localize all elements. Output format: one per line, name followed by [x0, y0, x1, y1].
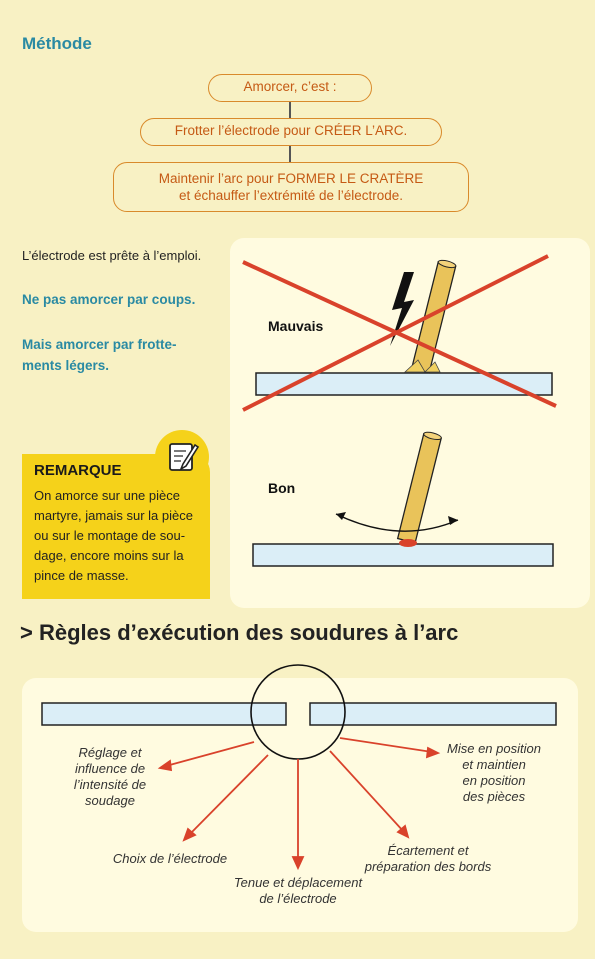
text-electrode-prete: L’électrode est prête à l’emploi.: [22, 248, 202, 263]
good-workpiece-plate: [253, 544, 553, 566]
label-reglage-line1: Réglage et: [78, 745, 142, 760]
label-bon: Bon: [268, 480, 296, 496]
remark-line-1: On amorce sur une pièce: [34, 488, 180, 503]
label-choix-electrode: Choix de l’électrode: [112, 851, 228, 866]
text-amorcer-frottements-line2: ments légers.: [22, 358, 110, 373]
remark-title: REMARQUE: [34, 462, 122, 479]
remark-text: [34, 486, 206, 586]
flow-box-amorcer-text: Amorcer, c’est :: [243, 79, 337, 94]
label-reglage-line3: l’intensité de: [73, 777, 147, 792]
label-tenue-line2: de l’électrode: [259, 891, 337, 906]
label-mise-line1: Mise en position: [447, 741, 541, 756]
good-electrode: [398, 431, 442, 543]
text-ne-pas-amorcer: Ne pas amorcer par coups.: [22, 292, 196, 307]
label-mise-line3: en position: [462, 773, 526, 788]
remark-line-5: pince de masse.: [34, 568, 129, 583]
label-mauvais: Mauvais: [268, 318, 324, 334]
label-reglage-line2: influence de: [74, 761, 146, 776]
remark-line-3: ou sur le montage de sou-: [34, 528, 186, 543]
right-plate: [310, 703, 556, 725]
motion-arrow: [336, 514, 458, 531]
left-plate: [42, 703, 286, 725]
flow-box-former-cratere-line2: et échauffer l’extrémité de l’électrode.: [178, 188, 404, 203]
label-ecartement-line1: Écartement et: [387, 843, 469, 858]
label-reglage-line4: soudage: [85, 793, 135, 808]
label-ecartement-line2: préparation des bords: [364, 859, 492, 874]
label-mise-en-position: [430, 741, 558, 805]
section-title-regles: > Règles d’exécution des soudures à l’arc: [20, 620, 459, 645]
flow-box-former-cratere-line1: Maintenir l’arc pour FORMER LE CRATÈRE: [158, 171, 424, 186]
label-ecartement: [340, 843, 516, 875]
text-amorcer-frottements-line1: Mais amorcer par frotte-: [22, 337, 177, 352]
remark-line-4: dage, encore moins sur la: [34, 548, 184, 563]
label-tenue-line1: Tenue et déplacement: [233, 875, 363, 890]
remark-line-2: martyre, jamais sur la pièce: [34, 508, 193, 523]
figure-bon: [253, 431, 553, 566]
motion-arrow-left-head: [336, 512, 346, 520]
label-mise-line2: et maintien: [462, 757, 526, 772]
label-tenue-deplacement: [218, 875, 378, 907]
note-pencil-icon: [153, 428, 211, 486]
weld-spot: [399, 539, 417, 547]
flow-box-creer-arc-text: Frotter l’électrode pour CRÉER L’ARC.: [174, 123, 408, 138]
section-heading-methode: Méthode: [22, 34, 92, 53]
label-reglage-intensite: [55, 745, 165, 809]
label-mise-line4: des pièces: [462, 789, 526, 804]
